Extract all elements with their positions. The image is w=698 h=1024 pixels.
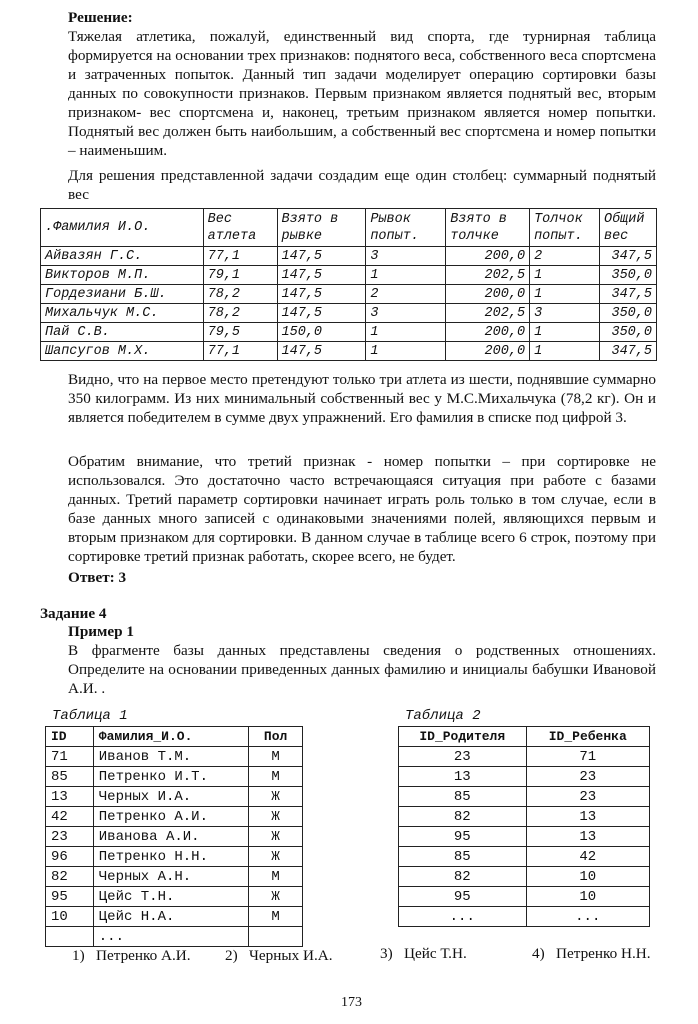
cell-snatch-attempt: 1: [366, 266, 446, 285]
persons-table: [45, 726, 303, 947]
option-3: [380, 944, 467, 963]
cell-name: Иванов Т.М.: [93, 747, 248, 767]
option-2: [225, 946, 333, 965]
cell-child-id: 13: [526, 827, 649, 847]
solution-paragraph-3: Видно, что на первое место претендуют только три атлета из шести, поднявшие суммарно 350 килограмм. Из них минимальный собственный вес у М.С.Михальчука (78,2 кг). Он и является победителем в сумме двух упражнений. Его фамилия в списке под цифрой 3.: [68, 371, 656, 426]
table-header-row: [41, 209, 657, 247]
option-number: 3): [380, 945, 393, 962]
cell-gender: Ж: [249, 787, 303, 807]
table-row: [399, 807, 650, 827]
table-row: [46, 847, 303, 867]
cell-name: Черных И.А.: [93, 787, 248, 807]
table-row: [41, 266, 657, 285]
cell-cj-attempt: 1: [530, 323, 600, 342]
cell-name: Петренко Н.Н.: [93, 847, 248, 867]
table-row: [41, 304, 657, 323]
header-cell: Рывок попыт.: [366, 209, 446, 247]
table-row: [46, 887, 303, 907]
cell-parent-id: 82: [399, 867, 527, 887]
cell-id: 10: [46, 907, 94, 927]
option-number: 4): [532, 945, 545, 962]
header-cell: Вес атлета: [203, 209, 277, 247]
header-cell: Пол: [249, 727, 303, 747]
cell-child-id: 23: [526, 787, 649, 807]
header-cell: Толчок попыт.: [530, 209, 600, 247]
option-number: 1): [72, 947, 85, 964]
table-row: [399, 787, 650, 807]
cell-id: 95: [46, 887, 94, 907]
cell-total: 347,5: [599, 247, 656, 266]
cell-cj-attempt: 2: [530, 247, 600, 266]
header-cell: .Фамилия И.О.: [41, 209, 204, 247]
cell-name: Пай С.В.: [41, 323, 204, 342]
cell-parent-id: 13: [399, 767, 527, 787]
cell-weight: 79,1: [203, 266, 277, 285]
cell-clean-jerk: 200,0: [446, 342, 530, 361]
cell-name: Цейс Н.А.: [93, 907, 248, 927]
cell-cj-attempt: 1: [530, 285, 600, 304]
cell-snatch: 147,5: [277, 285, 366, 304]
table-row: [46, 907, 303, 927]
cell-child-id: 71: [526, 747, 649, 767]
cell-gender: Ж: [249, 887, 303, 907]
cell-snatch: 150,0: [277, 323, 366, 342]
cell-total: 350,0: [599, 266, 656, 285]
table-row: [46, 807, 303, 827]
weightlifting-table: [40, 208, 657, 361]
table-header-row: [399, 727, 650, 747]
cell-total: 347,5: [599, 285, 656, 304]
task-heading: Задание 4: [40, 605, 107, 622]
table-row: [399, 767, 650, 787]
header-cell: Взято в толчке: [446, 209, 530, 247]
cell-total: 350,0: [599, 304, 656, 323]
cell-clean-jerk: 202,5: [446, 266, 530, 285]
cell-parent-id: 85: [399, 787, 527, 807]
cell-cj-attempt: 1: [530, 342, 600, 361]
cell-name: Петренко А.И.: [93, 807, 248, 827]
cell-child-id: 13: [526, 807, 649, 827]
cell-child-id: 10: [526, 887, 649, 907]
cell-total: 350,0: [599, 323, 656, 342]
header-cell: Взято в рывке: [277, 209, 366, 247]
table-row: [41, 285, 657, 304]
cell-gender: Ж: [249, 827, 303, 847]
cell-snatch: 147,5: [277, 247, 366, 266]
option-number: 2): [225, 947, 238, 964]
cell-snatch-attempt: 1: [366, 342, 446, 361]
table-row: [41, 342, 657, 361]
cell-name: Петренко И.Т.: [93, 767, 248, 787]
table-header-row: [46, 727, 303, 747]
cell-parent-id: 82: [399, 807, 527, 827]
cell-weight: 78,2: [203, 285, 277, 304]
cell-cj-attempt: 3: [530, 304, 600, 323]
cell-name: Иванова А.И.: [93, 827, 248, 847]
header-cell: ID_Ребенка: [526, 727, 649, 747]
cell-name: Викторов М.П.: [41, 266, 204, 285]
option-text: Петренко Н.Н.: [556, 945, 651, 962]
cell-gender: М: [249, 747, 303, 767]
cell-weight: 79,5: [203, 323, 277, 342]
cell-clean-jerk: 200,0: [446, 247, 530, 266]
table-row: [399, 827, 650, 847]
table-row: [399, 907, 650, 927]
table-row: [46, 827, 303, 847]
header-cell: ID: [46, 727, 94, 747]
option-4: [532, 944, 651, 963]
cell-child-id: 10: [526, 867, 649, 887]
cell-name: Михальчук М.С.: [41, 304, 204, 323]
cell-parent-id: 95: [399, 827, 527, 847]
cell-name: Черных А.Н.: [93, 867, 248, 887]
cell-snatch-attempt: 3: [366, 304, 446, 323]
cell-gender: М: [249, 767, 303, 787]
page-number: 173: [341, 995, 362, 1010]
table2-caption: Таблица 2: [405, 708, 481, 724]
table-row: [46, 747, 303, 767]
cell-parent-id: ...: [399, 907, 527, 927]
cell-cj-attempt: 1: [530, 266, 600, 285]
cell-clean-jerk: 200,0: [446, 285, 530, 304]
table-row: [46, 767, 303, 787]
cell-child-id: 42: [526, 847, 649, 867]
cell-weight: 77,1: [203, 342, 277, 361]
cell-weight: 78,2: [203, 304, 277, 323]
cell-gender: [249, 927, 303, 947]
cell-gender: М: [249, 907, 303, 927]
cell-gender: М: [249, 867, 303, 887]
table-row: [46, 787, 303, 807]
table-row: [46, 867, 303, 887]
option-1: [72, 946, 191, 965]
cell-clean-jerk: 202,5: [446, 304, 530, 323]
cell-id: 82: [46, 867, 94, 887]
table-row: [399, 847, 650, 867]
cell-gender: Ж: [249, 847, 303, 867]
cell-name: Гордезиани Б.Ш.: [41, 285, 204, 304]
option-text: Черных И.А.: [249, 947, 333, 964]
answer-label: Ответ: 3: [68, 569, 127, 586]
cell-snatch: 147,5: [277, 342, 366, 361]
cell-id: 96: [46, 847, 94, 867]
cell-name: Шапсугов М.Х.: [41, 342, 204, 361]
table-row: [46, 927, 303, 947]
table-row: [399, 867, 650, 887]
cell-parent-id: 23: [399, 747, 527, 767]
table1-caption: Таблица 1: [52, 708, 128, 724]
header-cell: Общий вес: [599, 209, 656, 247]
table-row: [41, 323, 657, 342]
example-heading: Пример 1: [68, 623, 134, 640]
relations-table: [398, 726, 650, 927]
cell-snatch-attempt: 3: [366, 247, 446, 266]
solution-paragraph-1: Тяжелая атлетика, пожалуй, единственный вид спорта, где турнирная таблица формируется на основании трех признаков: поднятого веса, собственного веса спортсмена и затраченных попыток. Данный тип задачи моделирует операцию сортировки базы данных по совокупности признаков. Первым признаком является поднятый вес, вторым признаком- вес спортсмена и, наконец, третьим признаком является номер попытки. Поднятый вес должен быть наибольшим, а собственный вес спортсмена и номер попытки – наименьшим.: [68, 28, 656, 159]
cell-name: Айвазян Г.С.: [41, 247, 204, 266]
cell-snatch: 147,5: [277, 266, 366, 285]
cell-clean-jerk: 200,0: [446, 323, 530, 342]
cell-id: 13: [46, 787, 94, 807]
table-row: [41, 247, 657, 266]
header-cell: Фамилия_И.О.: [93, 727, 248, 747]
cell-child-id: ...: [526, 907, 649, 927]
cell-weight: 77,1: [203, 247, 277, 266]
option-text: Цейс Т.Н.: [404, 945, 467, 962]
cell-id: 85: [46, 767, 94, 787]
task-question: В фрагменте базы данных представлены сведения о родственных отношениях. Определите на основании приведенных данных фамилию и инициалы бабушки Ивановой А.И. .: [68, 642, 656, 697]
option-text: Петренко А.И.: [96, 947, 191, 964]
cell-name: Цейс Т.Н.: [93, 887, 248, 907]
solution-heading: Решение:: [68, 9, 133, 26]
cell-name: ...: [93, 927, 248, 947]
header-cell: ID_Родителя: [399, 727, 527, 747]
solution-paragraph-4: Обратим внимание, что третий признак - номер попытки – при сортировке не использовался. Это достаточно часто встречающаяся ситуация при работе с базами данных. Третий параметр сортировки начинает играть роль только в том случае, если в базе данных много записей с одинаковыми значениями полей, являющихся первым и вторым признаком для сортировки. В данном случае в таблице всего 6 строк, поэтому при сортировке третий признак работать, скорее всего, не будет.: [68, 453, 656, 565]
cell-snatch-attempt: 2: [366, 285, 446, 304]
solution-paragraph-2: Для решения представленной задачи создадим еще один столбец: суммарный поднятый вес: [68, 167, 656, 203]
cell-id: 71: [46, 747, 94, 767]
cell-gender: Ж: [249, 807, 303, 827]
cell-parent-id: 95: [399, 887, 527, 907]
table-row: [399, 747, 650, 767]
cell-child-id: 23: [526, 767, 649, 787]
cell-snatch-attempt: 1: [366, 323, 446, 342]
cell-parent-id: 85: [399, 847, 527, 867]
cell-total: 347,5: [599, 342, 656, 361]
cell-id: [46, 927, 94, 947]
cell-snatch: 147,5: [277, 304, 366, 323]
table-row: [399, 887, 650, 907]
cell-id: 42: [46, 807, 94, 827]
cell-id: 23: [46, 827, 94, 847]
